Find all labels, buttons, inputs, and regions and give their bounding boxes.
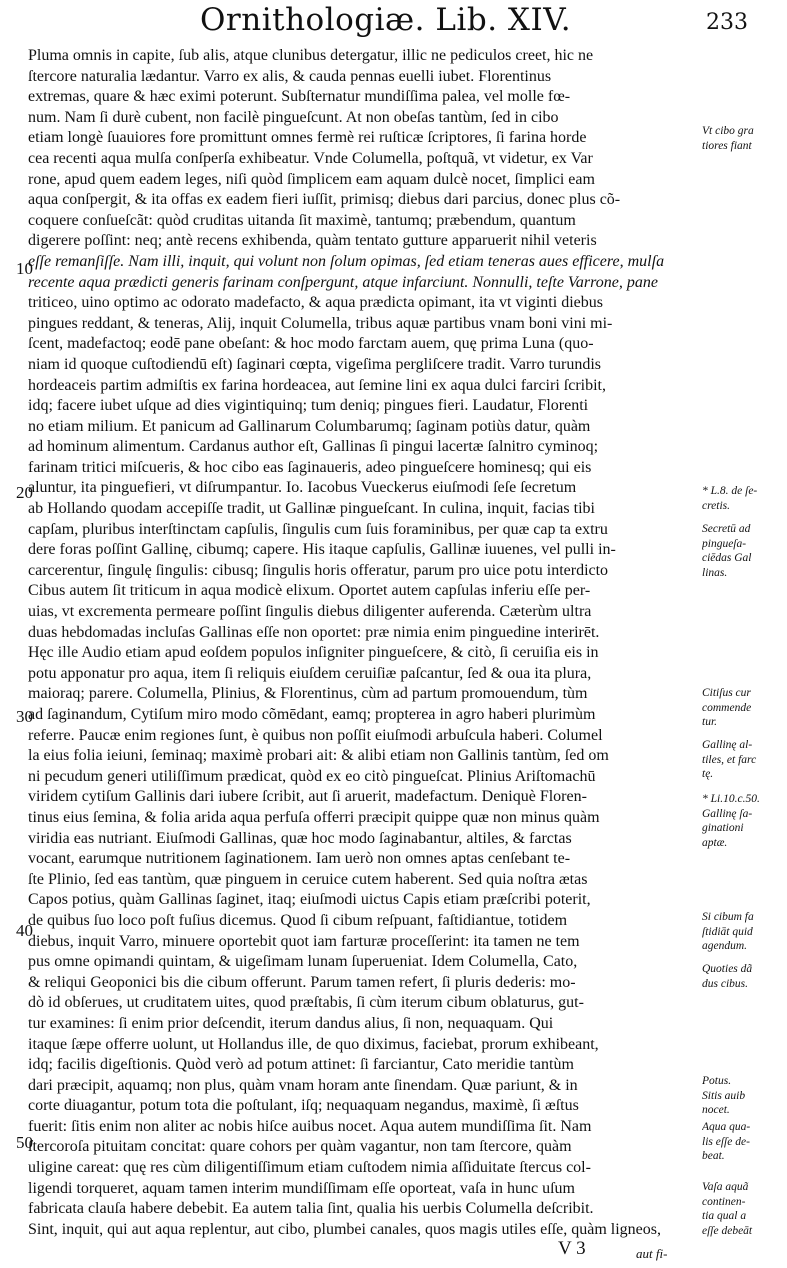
text-line: Cibus autem ſit triticum in aqua modicè elixum. Oportet autem capſulas inferiu eſſe per- (28, 582, 591, 600)
signature-mark: V 3 (558, 1238, 586, 1259)
text-line-italic (28, 1240, 708, 1261)
margin-note: Si cibum fa ſtidiāt quid agendum. (702, 911, 754, 953)
catchword: aut fi- (636, 1246, 668, 1261)
text-line: pus omne opimandi quintam, & uigeſimam lunam ſuperueniat. Idem Columella, Cato, (28, 953, 578, 971)
margin-note: Secretū ad pingueſa- ciēdas Gal linas. (702, 523, 752, 579)
line-number: 40 (16, 921, 33, 940)
text-line: etiam longè ſuauiores fore promittunt omnes fermè rei ruſticæ ſcriptores, ſi farina horde (28, 129, 587, 147)
text-line: no etiam milium. Et panicum ad Gallinarum Columbarumq; ſaginam potiùs datur, quàm (28, 417, 591, 435)
text-line: dari præcipit, aquamq; non plus, quàm vnam horam ante ſinendam. Quæ pariunt, & in (28, 1076, 578, 1094)
text-line: & reliqui Geoponici bis die cibum offerunt. Parum tamen refert, ſi pluris dederis: mo- (28, 973, 576, 991)
text-line: rone, apud quem eadem leges, niſi quòd ſimplicem eam aquam dulcè nocet, ſimplici eam (28, 170, 595, 188)
text-line: hordeaceis partim admiſtis ex farina hordeacea, aut ſemine lini ex aqua dulci farciri ſcribit, (28, 376, 606, 394)
text-line: ſte Plinio, ſed eas tantùm, quæ pinguem in ceruice cutem haberent. Sed quia noſtra ætas (28, 870, 588, 888)
text-line: triticeo, uino optimo ac odorato madefacto, & aqua prædicta opimant, ita vt viginti diebus (28, 294, 603, 312)
margin-note: Citiſus cur commende tur. (702, 687, 752, 729)
page-number: 233 (706, 10, 748, 35)
text-line: corte diuagantur, potum tota die poſtulant, iſq; nequaquam negandus, maximè, ſi æſtus (28, 1097, 579, 1115)
text-line: itaque ſæpe offerre uolunt, ut Hollandus ille, de quo diximus, faciebat, prorum exhibeant, (28, 1035, 599, 1053)
text-line: capſam, pluribus interſtinctam capſulis, ſingulis cum ſuis foraminibus, per quæ cap ta extru (28, 520, 608, 538)
text-line: coquere conſueſcãt: quòd cruditas uitanda ſit maximè, tantumq; præbendum, quantum (28, 211, 576, 229)
text-line: ſtercoroſa pituitam concitat: quare cohors per quàm vagantur, non tam ſtercore, quàm (28, 1138, 572, 1156)
text-line: farinam tritici miſcueris, & hoc cibo eas ſaginaueris, adeo pingueſcere hominesq; qui eis (28, 458, 592, 476)
text-line: viridem cytiſum Gallinis dari iubere ſcribit, aut ſi aruerit, madefactum. Deniquè Floren- (28, 788, 587, 806)
text-line: ſcent, madefactoq; eodē pane obeſant: & hoc modo farctam auem, quę prima Luna (quo- (28, 335, 594, 353)
text-line: niam id quoque cuſtodiendū eſt) ſaginari cœpta, vigeſima pergliſcere tradit. Varro turundis (28, 355, 602, 373)
text-line: duas hebdomadas incluſas Gallinas eſſe non oportet: præ nimia enim pinguedine interirēt. (28, 623, 600, 641)
text-line: fabricata clauſa habere debebit. Ea autem talia ſint, qualia his uerbis Columella deſcribit. (28, 1200, 594, 1218)
text-line: Hęc ille Audio etiam apud eoſdem populos inſigniter pingueſcere, & citò, ſi ceruiſia eis in (28, 644, 599, 662)
text-line: idq; facere iubet uſque ad dies vigintiquinq; tum deniq; pingues fieri. Laudatur, Florenti (28, 397, 589, 415)
text-line: idq; facilis digeſtionis. Quòd verò ad potum attinet: ſi farciantur, Cato meridie tantùm (28, 1056, 574, 1074)
text-line: vocant, earumque nutritionem ſaginationem. Iam uerò non omnes aptas cenſebant te- (28, 850, 571, 868)
margin-note: Vt cibo gra tiores fiant (702, 125, 754, 152)
text-line: uias, vt excrementa permeare poſſint ſingulis diebus diligenter auferenda. Cæterùm ultra (28, 603, 592, 621)
text-line: ligendi torqueret, aquam tamen interim mundiſſimam eſſe oporteat, vaſa in hunc uſum (28, 1179, 575, 1197)
line-number: 30 (16, 707, 33, 726)
text-line: diebus, inquit Varro, minuere oportebit quot iam farturæ proceſſerint: ita tamen ne tem (28, 932, 580, 950)
text-line: pingues reddant, & teneras, Alij, inquit Columella, tribus aquæ partibus vnam boni vini mi- (28, 314, 613, 332)
text-line: maioraq; parere. Columella, Plinius, & Florentinus, cùm ad partum promouendum, tùm (28, 685, 588, 703)
text-line: aqua conſpergit, & ita offas ex eadem fieri iuſſit, primisq; diebus dari parcius, donec plus cõ- (28, 191, 621, 209)
text-line: potu apponatur pro aqua, item ſi reliquis eiuſdem ceruiſiæ paſcantur, ſed & oua ita plura, (28, 664, 592, 682)
text-line: viridia eas nutriant. Eiuſmodi Gallinas, quæ hoc modo ſaginabantur, altiles, & farctas (28, 829, 572, 847)
text-line: Pluma omnis in capite, ſub alis, atque clunibus detergatur, illic ne pediculos creet, hic ne (28, 47, 594, 64)
text-line: ni pecudum generi utiliſſimum prædicat, quòd ex eo citò pingueſcat. Plinius Ariſtomachū (28, 767, 596, 785)
margin-note: Vaſa aquã continen- tia qual a eſſe debeāt (702, 1181, 753, 1237)
margin-note: * L.8. de ſe- cretis. (702, 485, 758, 512)
text-line: dere foras poſſint Gallinę, cibumq; capere. His itaque capſulis, Gallinæ iuuenes, vel pulli in- (28, 541, 616, 559)
text-line: dò id obſerues, ut cruditatem uites, quod præſtabis, ſi cùm iterum cibum oblaturus, gut- (28, 994, 584, 1012)
page-header (0, 0, 787, 50)
text-line: digerere poſſint: neq; antè recens exhibenda, quàm tentato gutture apparuerit nihil veteris (28, 232, 597, 250)
text-line: aluntur, ita pinguefieri, vt diſrumpantur. Io. Iacobus Vueckerus eiuſmodi ſeſe ſecretum (28, 479, 577, 497)
text-line: de quibus ſuo loco poſt fuſius dicemus. Quod ſi cibum reſpuant, faſtidiantue, totidem (28, 911, 568, 929)
text-line-italic: recente aqua prædicti generis farinam conſpergunt, atque infarciunt. Nonnulli, teſte Varrone, pane (28, 273, 658, 291)
running-title: Ornithologiæ. Lib. XIV. (200, 2, 572, 38)
text-line: la eius folia ieiuni, ſeminaq; maximè probari ait: & alibi etiam non Gallinis tantùm, ſed om (28, 747, 609, 765)
text-line: cea recenti aqua mulſa conſperſa exhibeatur. Vnde Columella, poſtquã, vt videtur, ex Var (28, 149, 593, 167)
text-line: ad ſaginandum, Cytiſum miro modo cõmēdant, eamq; propterea in agro haberi plurimùm (28, 706, 596, 723)
line-number: 50 (16, 1133, 33, 1152)
text-line: tur examines: ſi enim prior deſcendit, iterum dandus alius, ſi non, nequaquam. Qui (28, 1014, 554, 1032)
margin-note: Aqua qua- lis eſſe de- beat. (702, 1121, 751, 1163)
text-line: carcerentur, ſingulę ſingulis: cibusq; ſingulis horis offeratur, parum pro uice potu interdicto (28, 561, 609, 579)
margin-note: Potus. Sitis auib nocet. (702, 1075, 746, 1117)
text-line: Sint, inquit, qui aut aqua replentur, aut cibo, plumbei canales, quos magis utiles eſſe, quàm ligneos, (28, 1220, 662, 1238)
text-line: referre. Paucæ enim regiones ſunt, è quibus non poſſit eiuſmodi arbuſcula haberi. Columel (28, 726, 603, 744)
margin-note: Quoties dã dus cibus. (702, 963, 753, 990)
line-number: 10 (16, 259, 33, 278)
text-line: extremas, quare & hæc eximi poterunt. Subſternatur mundiſſima palea, vel molle fœ- (28, 88, 571, 106)
text-line: num. Nam ſi durè cubent, non facilè pingueſcunt. At non obeſas tantùm, ſed in cibo (28, 108, 559, 126)
text-line: ad hominum alimentum. Cardanus author eſt, Gallinas ſi pingui lacertæ ſalnitro cyminoq; (28, 438, 599, 456)
text-line: fuerit: ſitis enim non aliter ac nobis hiſce auibus nocet. Aqua autem mundiſſima ſit. Nam (28, 1117, 592, 1135)
main-text-column (28, 46, 708, 1261)
text-line: Capos potius, quàm Gallinas ſaginet, itaq; eiuſmodi uictus Capis etiam præſcribi poterit, (28, 891, 591, 909)
text-line: uligine careat: quę res cùm diligentiſſimum etiam cuſtodem nimia aſſiduitate ſtercus col- (28, 1159, 591, 1177)
text-line: ab Hollando quodam accepiſſe tradit, ut Gallinæ pingueſcant. In culina, inquit, facias tibi (28, 500, 595, 518)
margin-note: Gallinę al- tiles, et farc tę. (702, 739, 757, 781)
text-line-italic: eſſe remanſiſſe. Nam illi, inquit, qui volunt non ſolum opimas, ſed etiam teneras aues efficere, mulſa (28, 252, 665, 270)
margin-notes (700, 0, 787, 1268)
line-number: 20 (16, 483, 33, 502)
text-line: tinus eius ſemina, & folia arida aqua perfuſa offerri præcipit quippe quæ non minus quàm (28, 808, 600, 826)
text-line: ſtercore naturalia lædantur. Varro ex alis, & cauda pennas euelli iubet. Florentinus (28, 67, 552, 85)
margin-note: * Li.10.c.50. Gallinę ſa- ginationi aptæ. (702, 793, 760, 849)
